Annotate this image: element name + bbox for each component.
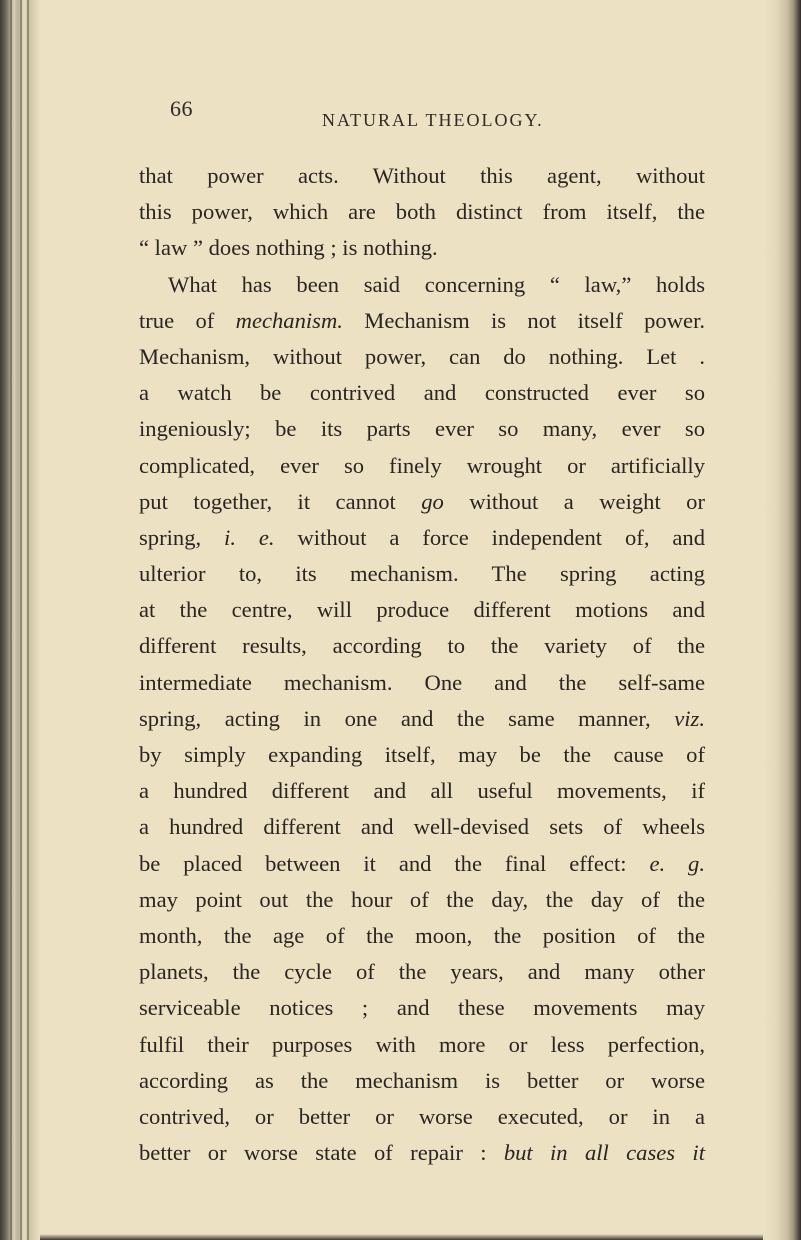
body-text [139, 158, 705, 1171]
text-line [139, 484, 705, 520]
text-line [139, 918, 705, 954]
text-line [139, 520, 705, 556]
text-segment: month, the age of the moon, the position of the [139, 922, 705, 948]
text-line [139, 194, 705, 230]
text-segment: planets, the cycle of the years, and many other [139, 959, 705, 985]
text-line [139, 1135, 705, 1171]
text-segment: this power, which are both distinct from itself, the [139, 199, 705, 225]
text-segment: put together, it cannot [139, 488, 422, 514]
text-line [139, 230, 705, 266]
text-segment: Mechanism is not itself power. [342, 307, 705, 333]
text-line [139, 954, 705, 990]
text-segment: serviceable notices ; and these movements may [139, 995, 705, 1021]
text-segment: ingeniously; be its parts ever so many, ever so [139, 416, 705, 442]
text-line [139, 628, 705, 664]
text-line [139, 592, 705, 628]
text-line [139, 411, 705, 447]
text-segment: spring, acting in one and the same manner, [139, 705, 675, 731]
left-binding-gutter [0, 0, 40, 1240]
text-line [139, 339, 705, 375]
text-line [139, 882, 705, 918]
text-line [139, 701, 705, 737]
italic-phrase: mechanism. [235, 307, 343, 333]
text-segment: fulfil their purposes with more or less perfection, [139, 1031, 705, 1057]
page-number: 66 [170, 96, 193, 121]
text-line [139, 737, 705, 773]
italic-phrase: but in all cases it [503, 1140, 705, 1166]
text-segment: intermediate mechanism. One and the self-same [139, 669, 705, 695]
running-head: NATURAL THEOLOGY. [322, 110, 544, 130]
text-line [139, 665, 705, 701]
text-segment: a hundred different and all useful movements, if [139, 778, 705, 804]
text-line [139, 448, 705, 484]
text-line [139, 556, 705, 592]
text-segment: better or worse state of repair : [139, 1140, 504, 1166]
text-line [139, 303, 705, 339]
text-segment: without a weight or [443, 488, 705, 514]
text-line [139, 1099, 705, 1135]
text-segment: by simply expanding itself, may be the cause of [139, 742, 705, 767]
text-segment: contrived, or better or worse executed, or in a [139, 1103, 705, 1129]
text-segment: a hundred different and well-devised sets of wheels [139, 814, 705, 840]
text-segment: “ law ” does nothing ; is nothing. [139, 235, 438, 261]
text-segment: true of [139, 307, 236, 333]
text-segment: be placed between it and the final effect: [139, 850, 650, 876]
text-segment: without a force independent of, and [274, 524, 705, 550]
bottom-page-edge [40, 1234, 763, 1240]
text-line [139, 809, 705, 845]
text-line [139, 990, 705, 1026]
text-segment: spring, [139, 524, 225, 550]
text-segment: What has been said concerning “ law,” holds [168, 271, 705, 297]
text-line [139, 846, 705, 882]
page-header [170, 96, 730, 136]
text-segment: according as the mechanism is better or worse [139, 1067, 705, 1093]
text-line [139, 375, 705, 411]
italic-phrase: e. g. [649, 850, 705, 876]
text-line [139, 773, 705, 809]
italic-phrase: go [421, 488, 444, 514]
text-segment: Mechanism, without power, can do nothing. Let . [139, 343, 705, 369]
text-line [139, 1063, 705, 1099]
text-segment: a watch be contrived and constructed ever so [139, 380, 705, 406]
text-line [139, 158, 705, 194]
text-segment: that power acts. Without this agent, without [139, 163, 705, 188]
text-segment: ulterior to, its mechanism. The spring acting [139, 561, 705, 587]
text-segment: may point out the hour of the day, the day of the [139, 886, 705, 912]
text-segment: complicated, ever so finely wrought or artificially [139, 452, 705, 478]
right-page-edge [763, 0, 801, 1240]
text-line [139, 1027, 705, 1063]
italic-phrase: viz. [674, 705, 705, 731]
text-segment: at the centre, will produce different motions and [139, 597, 705, 623]
text-line [139, 267, 705, 303]
italic-phrase: i. e. [224, 524, 275, 550]
text-segment: different results, according to the variety of the [139, 633, 705, 659]
